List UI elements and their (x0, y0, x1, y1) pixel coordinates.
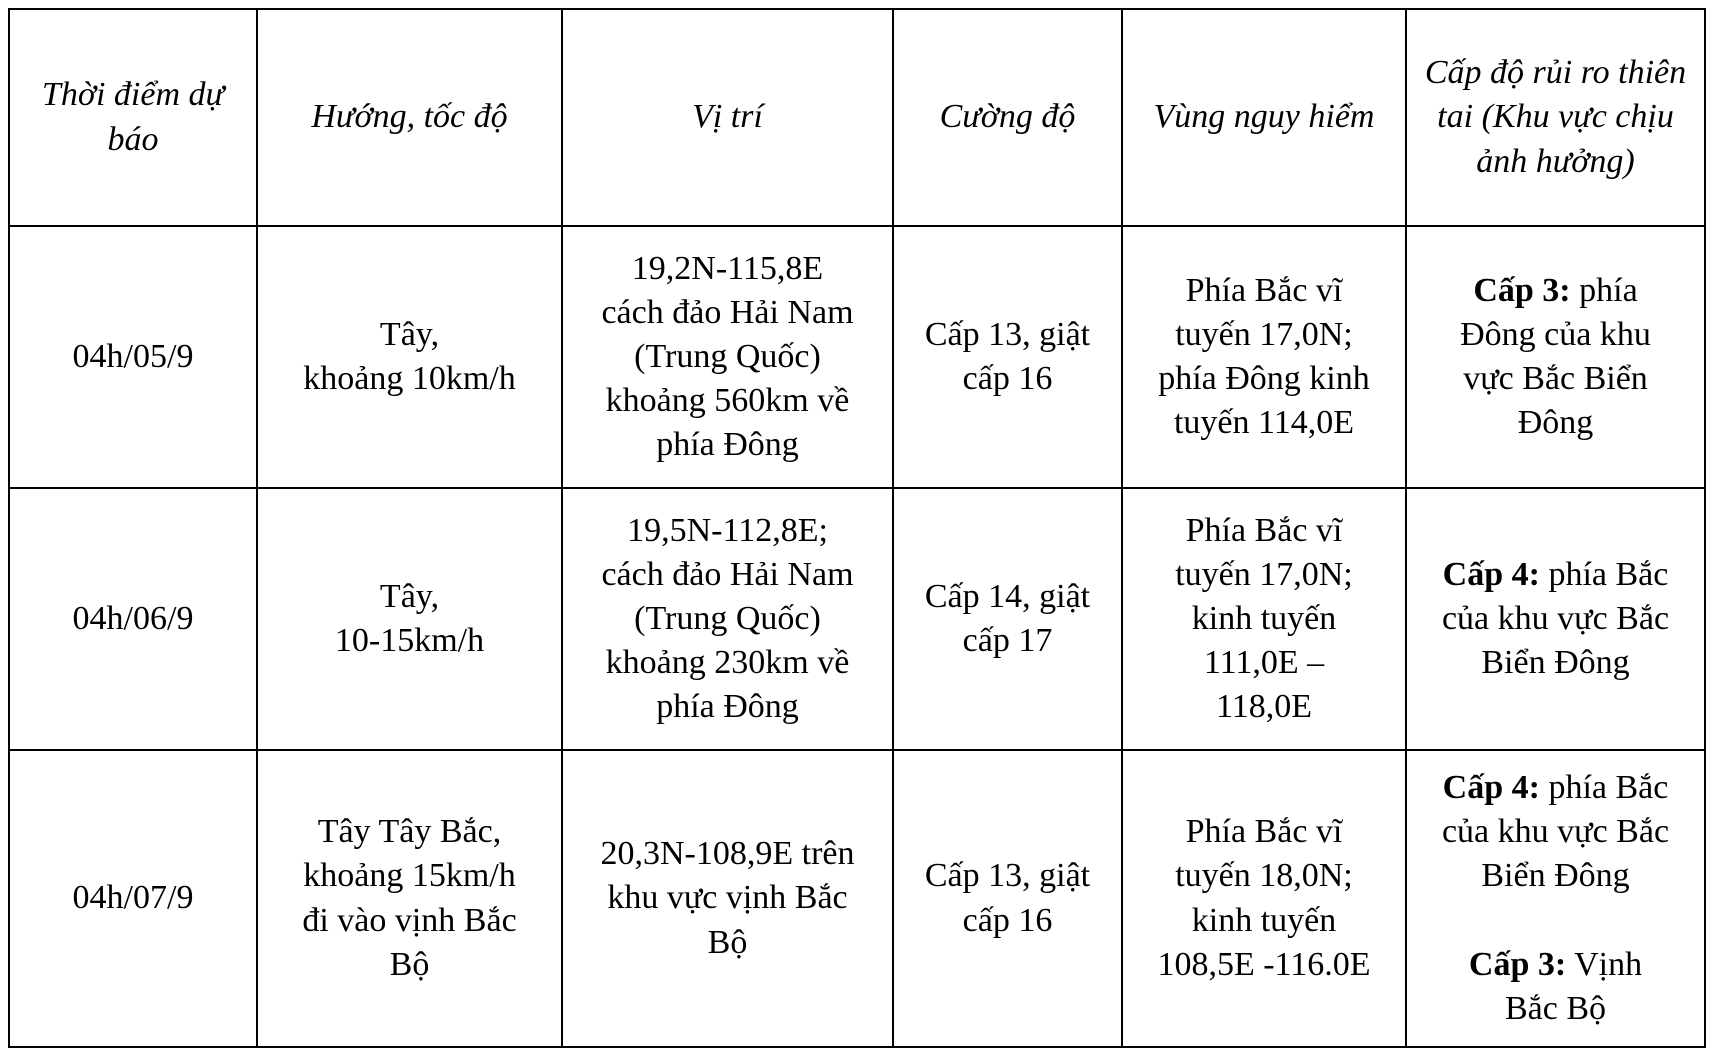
cell-danger-zone: Phía Bắc vĩ tuyến 18,0N; kinh tuyến 108,5E -116.0E (1122, 750, 1406, 1047)
cell-position: 20,3N-108,9E trên khu vực vịnh Bắc Bộ (562, 750, 893, 1047)
cell-danger-zone: Phía Bắc vĩ tuyến 17,0N; kinh tuyến 111,0E – 118,0E (1122, 488, 1406, 750)
header-direction-speed: Hướng, tốc độ (257, 9, 562, 226)
cell-intensity: Cấp 13, giật cấp 16 (893, 226, 1122, 488)
risk-level-label: Cấp 4: (1442, 769, 1540, 807)
risk-level-label: Cấp 3: (1468, 945, 1567, 983)
risk-level-label: Cấp 3: (1473, 271, 1571, 309)
cell-direction: Tây, 10-15km/h (257, 488, 562, 750)
cell-risk (1406, 750, 1705, 1047)
cell-intensity: Cấp 14, giật cấp 17 (893, 488, 1122, 750)
cell-direction: Tây Tây Bắc, khoảng 15km/h đi vào vịnh Bắc Bộ (257, 750, 562, 1047)
cell-time: 04h/05/9 (9, 226, 257, 488)
risk-entry: Cấp 4: phía Bắc của khu vực Bắc Biển Đông (1441, 769, 1670, 895)
header-risk-level: Cấp độ rủi ro thiên tai (Khu vực chịu ảnh hưởng) (1406, 9, 1705, 226)
header-forecast-time: Thời điểm dự báo (9, 9, 257, 226)
cell-time: 04h/07/9 (9, 750, 257, 1047)
cell-direction: Tây, khoảng 10km/h (257, 226, 562, 488)
header-danger-zone: Vùng nguy hiểm (1122, 9, 1406, 226)
cell-intensity: Cấp 13, giật cấp 16 (893, 750, 1122, 1047)
table-row (9, 750, 1705, 1047)
cell-risk (1406, 226, 1705, 488)
risk-level-label: Cấp 4: (1442, 555, 1540, 593)
table-row (9, 488, 1705, 750)
table-row (9, 226, 1705, 488)
cell-risk (1406, 488, 1705, 750)
cell-position: 19,2N-115,8E cách đảo Hải Nam (Trung Quốc) khoảng 560km về phía Đông (562, 226, 893, 488)
table-header-row (9, 9, 1705, 226)
risk-entry: Cấp 4: phía Bắc của khu vực Bắc Biển Đông (1441, 555, 1670, 682)
risk-entry: Cấp 3: phía Đông của khu vực Bắc Biển Đông (1460, 271, 1651, 442)
forecast-table (8, 8, 1706, 1048)
header-intensity: Cường độ (893, 9, 1122, 226)
cell-danger-zone: Phía Bắc vĩ tuyến 17,0N; phía Đông kinh tuyến 114,0E (1122, 226, 1406, 488)
header-position: Vị trí (562, 9, 893, 226)
cell-position: 19,5N-112,8E; cách đảo Hải Nam (Trung Quốc) khoảng 230km về phía Đông (562, 488, 893, 750)
cell-time: 04h/06/9 (9, 488, 257, 750)
risk-entry: Cấp 3: Vịnh Bắc Bộ (1468, 945, 1643, 1027)
